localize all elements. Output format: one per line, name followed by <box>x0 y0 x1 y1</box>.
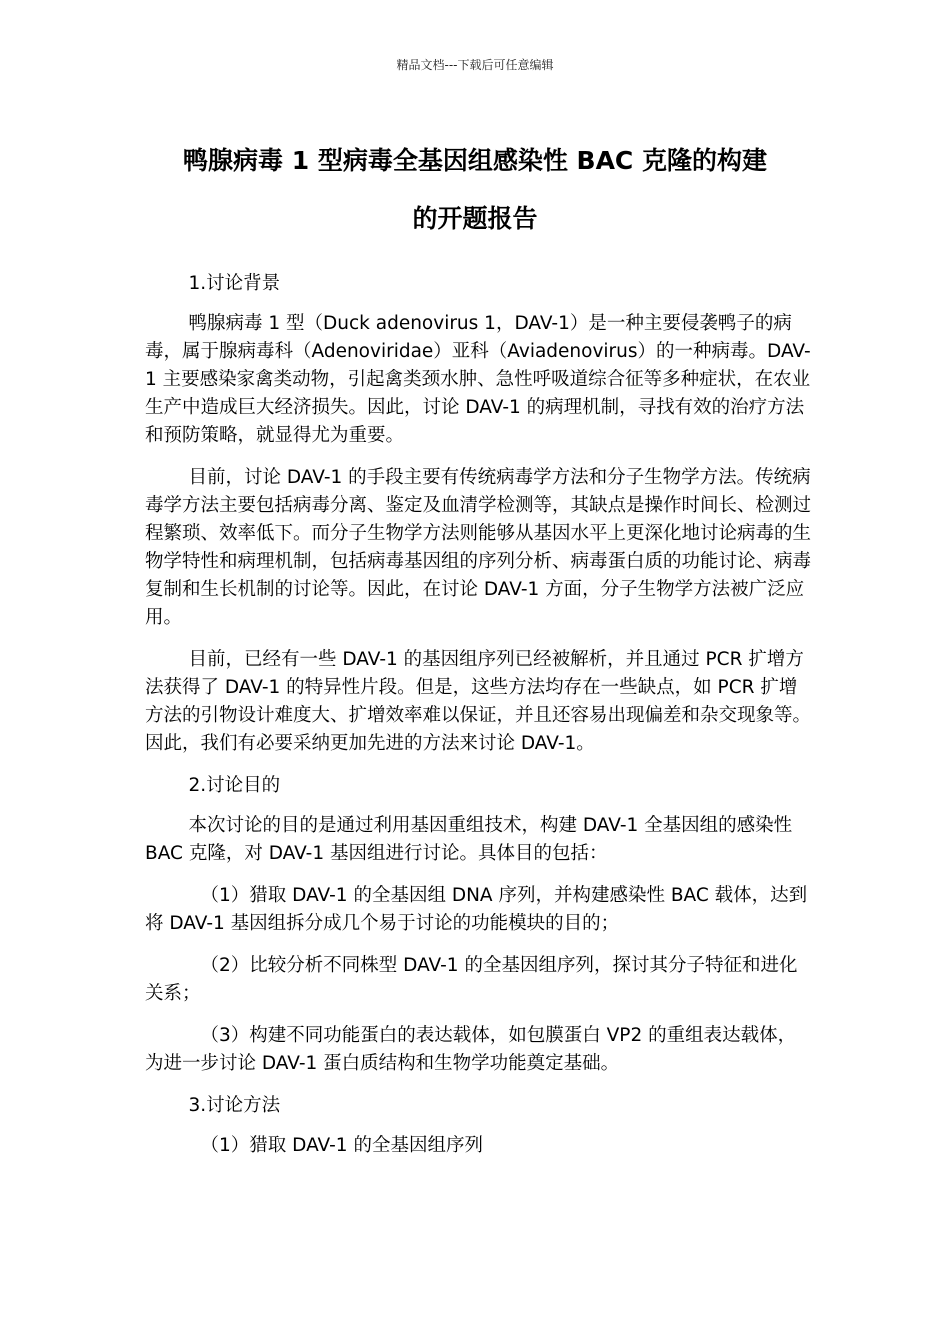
title-line-1: 鸭腺病毒 1 型病毒全基因组感染性 BAC 克隆的构建 <box>183 146 767 175</box>
paragraph: 本次讨论的目的是通过利用基因重组技术，构建 DAV-1 全基因组的感染性 BAC 克隆，对 DAV-1 基因组进行讨论。具体目的包括： <box>145 815 793 864</box>
header-note: 精品文档---下载后可任意编辑 <box>396 58 554 72</box>
paragraph: 鸭腺病毒 1 型（Duck adenovirus 1，DAV-1）是一种主要侵袭鸭子的病毒，属于腺病毒科（Adenoviridae）亚科（Aviadenovirus）的一种病毒。DAV-1 主要感染家禽类动物，引起禽类颈水肿、急性呼吸道综合征等多种症状，在农业生产中造成巨大经济损失。因此，讨论 DAV-1 的病理机制，寻找有效的治疗方法和预防策略，就显得尤为重要。 <box>145 313 811 446</box>
paragraph: 目前，已经有一些 DAV-1 的基因组序列已经被解析，并且通过 PCR 扩增方法获得了 DAV-1 的特异性片段。但是，这些方法均存在一些缺点，如 PCR 扩增方法的引物设计难度大、扩增效率难以保证，并且还容易出现偏差和杂交现象等。因此，我们有必要采纳更加先进的方法来讨论 DAV-1。 <box>145 649 812 754</box>
list-item: （1）猎取 DAV-1 的全基因组序列 <box>200 1135 483 1156</box>
document-title <box>120 132 830 248</box>
list-item: （3）构建不同功能蛋白的表达载体，如包膜蛋白 VP2 的重组表达载体，为进一步讨论 DAV-1 蛋白质结构和生物学功能奠定基础。 <box>145 1025 797 1074</box>
list-item: （2）比较分析不同株型 DAV-1 的全基因组序列，探讨其分子特征和进化关系； <box>145 955 798 1004</box>
section-heading-purpose: 2.讨论目的 <box>188 775 281 796</box>
document-body <box>145 270 813 1174</box>
paragraph: 目前，讨论 DAV-1 的手段主要有传统病毒学方法和分子生物学方法。传统病毒学方法主要包括病毒分离、鉴定及血清学检测等，其缺点是操作时间长、检测过程繁琐、效率低下。而分子生物学方法则能够从基因水平上更深化地讨论病毒的生物学特性和病理机制，包括病毒基因组的序列分析、病毒蛋白质的功能讨论、病毒复制和生长机制的讨论等。因此，在讨论 DAV-1 方面，分子生物学方法被广泛应用。 <box>145 467 812 628</box>
section-heading-methods: 3.讨论方法 <box>188 1095 281 1116</box>
title-line-2: 的开题报告 <box>412 204 538 233</box>
section-heading-background: 1.讨论背景 <box>188 273 281 294</box>
list-item: （1）猎取 DAV-1 的全基因组 DNA 序列，并构建感染性 BAC 载体，达到将 DAV-1 基因组拆分成几个易于讨论的功能模块的目的； <box>145 885 808 934</box>
